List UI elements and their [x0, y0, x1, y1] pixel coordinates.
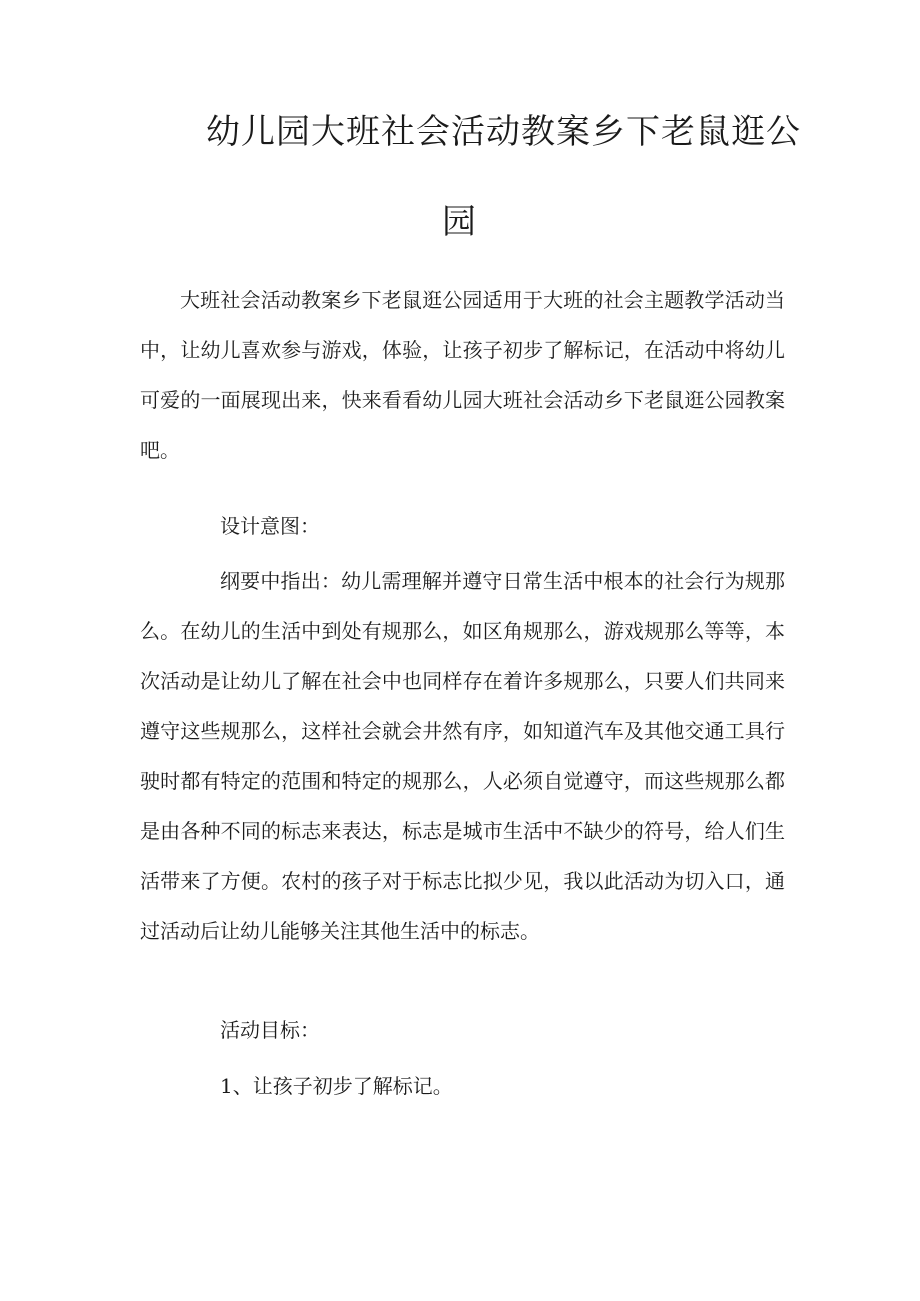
title-line-1: 幼儿园大班社会活动教案乡下老鼠逛公 — [206, 112, 801, 152]
intro-paragraph: 大班社会活动教案乡下老鼠逛公园适用于大班的社会主题教学活动当中，让幼儿喜欢参与游戏，体验，让孩子初步了解标记，在活动中将幼儿可爱的一面展现出来，快来看看幼儿园大班社会活动乡下老鼠逛公园教案吧。 — [140, 288, 785, 462]
design-paragraph: 纲要中指出：幼儿需理解并遵守日常生活中根本的社会行为规那么。在幼儿的生活中到处有规那么，如区角规那么，游戏规那么等等，本次活动是让幼儿了解在社会中也同样存在着许多规那么，只要人们共同来遵守这些规那么，这样社会就会井然有序，如知道汽车及其他交通工具行驶时都有特定的范围和特定的规那么，人必须自觉遵守，而这些规那么都是由各种不同的标志来表达，标志是城市生活中不缺少的符号，给人们生活带来了方便。农村的孩子对于标志比拟少见，我以此活动为切入口，通过活动后让幼儿能够关注其他生活中的标志。 — [140, 569, 785, 943]
goal-item-1: 1、让孩子初步了解标记。 — [220, 1074, 453, 1098]
goal-heading: 活动目标： — [220, 1018, 320, 1042]
design-heading: 设计意图： — [220, 514, 320, 538]
title-line-2: 园 — [442, 202, 477, 242]
